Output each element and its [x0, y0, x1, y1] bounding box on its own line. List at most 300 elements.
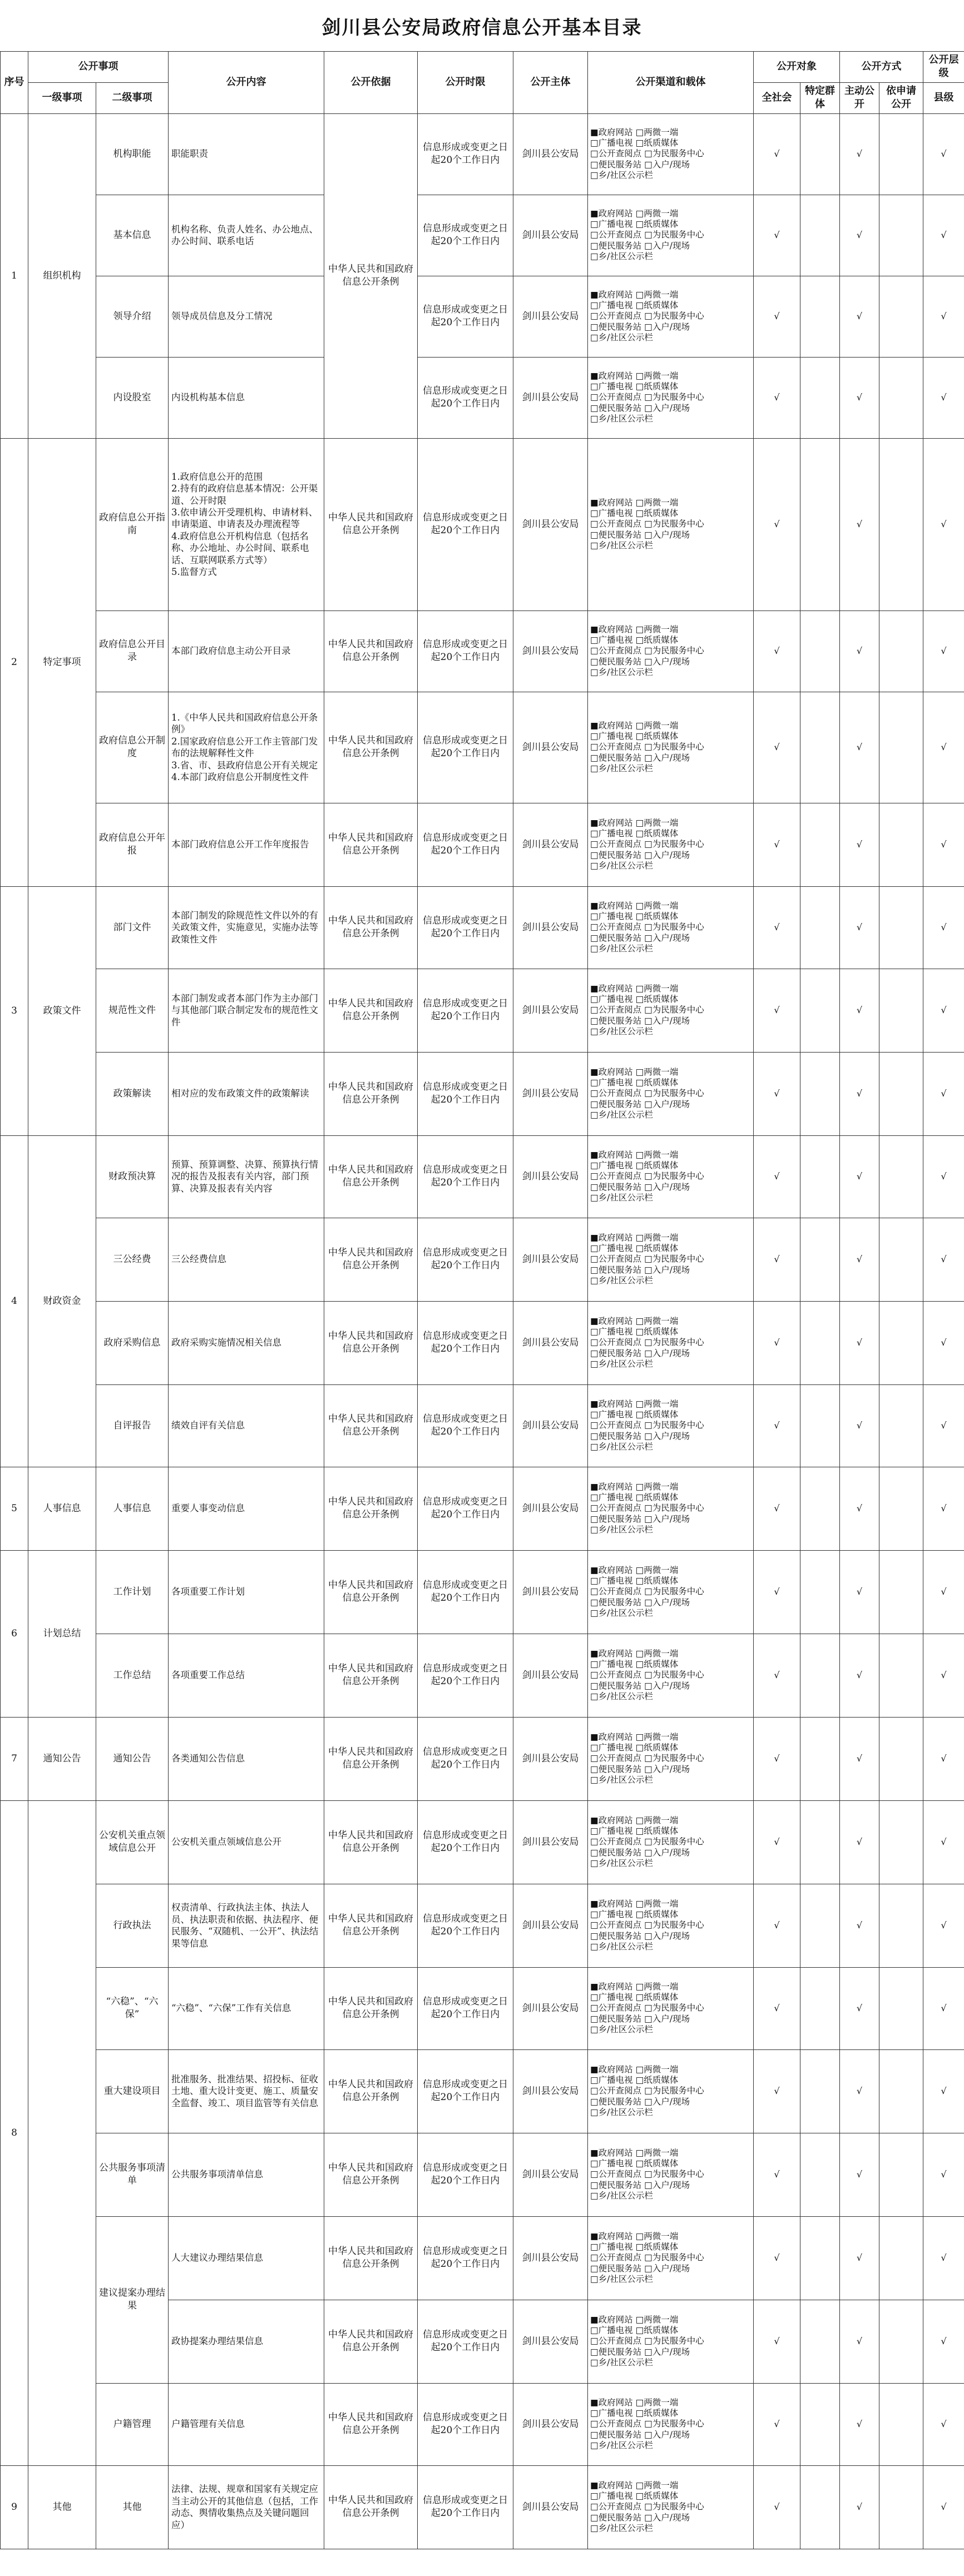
row-level1: [28, 1800, 96, 2465]
mark-method-request: [879, 1384, 923, 1467]
mark-method-active: √: [840, 1052, 879, 1135]
header-method-request: 依申请公开: [879, 82, 923, 113]
row-basis: 中华人民共和国政府信息公开条例: [324, 611, 418, 692]
row-content: 政协提案办理结果信息: [169, 2300, 324, 2383]
row-channel: ■政府网站 □两微一端 □广播电视 □纸质媒体 □公开查阅点 □为民服务中心 □便民服务站 □入户/现场 □乡/社区公示栏: [588, 113, 754, 195]
mark-method-active: √: [840, 886, 879, 969]
mark-target-all: √: [754, 1135, 800, 1218]
row-level2: 人事信息: [96, 1467, 169, 1550]
mark-method-active: √: [840, 1467, 879, 1550]
mark-level-county: √: [923, 1634, 964, 1717]
mark-target-specific: [800, 2049, 840, 2133]
row-channel: ■政府网站 □两微一端 □广播电视 □纸质媒体 □公开查阅点 □为民服务中心 □便民服务站 □入户/现场 □乡/社区公示栏: [588, 1384, 754, 1467]
row-basis: 中华人民共和国政府信息公开条例: [324, 692, 418, 803]
row-content: 内设机构基本信息: [169, 357, 324, 438]
mark-method-request: [879, 1301, 923, 1384]
mark-level-county: √: [923, 2216, 964, 2300]
row-seq: 3: [1, 886, 28, 1135]
table-row: [1, 276, 964, 357]
header-target: 公开对象: [754, 52, 840, 83]
row-subject: 剑川县公安局: [513, 1800, 588, 1884]
mark-method-active: √: [840, 2049, 879, 2133]
mark-target-specific: [800, 2465, 840, 2549]
row-subject: 剑川县公安局: [513, 195, 588, 276]
row-basis: 中华人民共和国政府信息公开条例: [324, 2133, 418, 2216]
row-time: 信息形成或变更之日起20个工作日内: [418, 1052, 513, 1135]
table-row: [1, 2049, 964, 2133]
row-content: 政府采购实施情况相关信息: [169, 1301, 324, 1384]
mark-target-all: √: [754, 195, 800, 276]
mark-target-specific: [800, 969, 840, 1052]
mark-method-active: √: [840, 1800, 879, 1884]
row-basis: 中华人民共和国政府信息公开条例: [324, 2300, 418, 2383]
mark-method-active: √: [840, 2300, 879, 2383]
row-level2: 领导介绍: [96, 276, 169, 357]
row-basis: 中华人民共和国政府信息公开条例: [324, 1301, 418, 1384]
row-content: 预算、预算调整、决算、预算执行情况的报告及报表有关内容，部门预算、决算及报表有关内容: [169, 1135, 324, 1218]
row-basis: 中华人民共和国政府信息公开条例: [324, 2383, 418, 2465]
row-level2: 政府信息公开年报: [96, 803, 169, 886]
mark-method-active: √: [840, 1717, 879, 1800]
row-time: 信息形成或变更之日起20个工作日内: [418, 357, 513, 438]
mark-target-all: √: [754, 276, 800, 357]
row-subject: 剑川县公安局: [513, 2383, 588, 2465]
mark-method-active: √: [840, 357, 879, 438]
row-time: 信息形成或变更之日起20个工作日内: [418, 1800, 513, 1884]
table-row: [1, 1550, 964, 1634]
row-subject: 剑川县公安局: [513, 1967, 588, 2049]
row-basis: 中华人民共和国政府信息公开条例: [324, 1800, 418, 1884]
row-level2: 规范性文件: [96, 969, 169, 1052]
row-basis: 中华人民共和国政府信息公开条例: [324, 1218, 418, 1301]
catalog-table: [0, 51, 964, 2549]
row-subject: 剑川县公安局: [513, 1218, 588, 1301]
header-content: 公开内容: [169, 52, 324, 114]
mark-target-all: √: [754, 1717, 800, 1800]
header-level1: 一级事项: [28, 82, 96, 113]
mark-method-request: [879, 2465, 923, 2549]
mark-method-active: √: [840, 195, 879, 276]
mark-target-specific: [800, 113, 840, 195]
row-channel: ■政府网站 □两微一端 □广播电视 □纸质媒体 □公开查阅点 □为民服务中心 □便民服务站 □入户/现场 □乡/社区公示栏: [588, 1717, 754, 1800]
row-channel: ■政府网站 □两微一端 □广播电视 □纸质媒体 □公开查阅点 □为民服务中心 □便民服务站 □入户/现场 □乡/社区公示栏: [588, 2049, 754, 2133]
table-row: [1, 1301, 964, 1384]
table-row: [1, 1634, 964, 1717]
row-basis: 中华人民共和国政府信息公开条例: [324, 1384, 418, 1467]
table-row: [1, 2465, 964, 2549]
mark-method-active: √: [840, 2383, 879, 2465]
row-level2: 部门文件: [96, 886, 169, 969]
mark-method-request: [879, 2383, 923, 2465]
row-channel: ■政府网站 □两微一端 □广播电视 □纸质媒体 □公开查阅点 □为民服务中心 □便民服务站 □入户/现场 □乡/社区公示栏: [588, 1967, 754, 2049]
row-time: 信息形成或变更之日起20个工作日内: [418, 886, 513, 969]
row-content: 人大建议办理结果信息: [169, 2216, 324, 2300]
row-level1: 通知公告: [28, 1717, 96, 1800]
mark-level-county: √: [923, 1052, 964, 1135]
mark-level-county: √: [923, 1135, 964, 1218]
mark-target-specific: [800, 276, 840, 357]
table-body: [1, 113, 964, 2549]
table-row: [1, 2216, 964, 2300]
row-channel: ■政府网站 □两微一端 □广播电视 □纸质媒体 □公开查阅点 □为民服务中心 □便民服务站 □入户/现场 □乡/社区公示栏: [588, 357, 754, 438]
row-content: 绩效自评有关信息: [169, 1384, 324, 1467]
row-channel: ■政府网站 □两微一端 □广播电视 □纸质媒体 □公开查阅点 □为民服务中心 □便民服务站 □入户/现场 □乡/社区公示栏: [588, 1052, 754, 1135]
row-channel: ■政府网站 □两微一端 □广播电视 □纸质媒体 □公开查阅点 □为民服务中心 □便民服务站 □入户/现场 □乡/社区公示栏: [588, 2133, 754, 2216]
row-time: 信息形成或变更之日起20个工作日内: [418, 1884, 513, 1967]
table-row: [1, 692, 964, 803]
mark-target-specific: [800, 2133, 840, 2216]
row-subject: 剑川县公安局: [513, 1052, 588, 1135]
row-level2: 政府信息公开指南: [96, 438, 169, 611]
mark-target-all: √: [754, 611, 800, 692]
row-subject: 剑川县公安局: [513, 2133, 588, 2216]
row-level2: 三公经费: [96, 1218, 169, 1301]
mark-method-active: √: [840, 438, 879, 611]
table-row: [1, 1135, 964, 1218]
mark-method-request: [879, 1135, 923, 1218]
mark-level-county: √: [923, 1800, 964, 1884]
mark-method-request: [879, 2300, 923, 2383]
mark-target-all: √: [754, 2465, 800, 2549]
row-time: 信息形成或变更之日起20个工作日内: [418, 1634, 513, 1717]
row-level2: 自评报告: [96, 1384, 169, 1467]
mark-method-request: [879, 1800, 923, 1884]
row-channel: ■政府网站 □两微一端 □广播电视 □纸质媒体 □公开查阅点 □为民服务中心 □便民服务站 □入户/现场 □乡/社区公示栏: [588, 195, 754, 276]
mark-method-active: √: [840, 969, 879, 1052]
row-subject: 剑川县公安局: [513, 1884, 588, 1967]
mark-method-request: [879, 195, 923, 276]
row-time: 信息形成或变更之日起20个工作日内: [418, 611, 513, 692]
mark-method-active: √: [840, 2216, 879, 2300]
table-row: [1, 1717, 964, 1800]
mark-target-specific: [800, 1384, 840, 1467]
row-time: 信息形成或变更之日起20个工作日内: [418, 969, 513, 1052]
row-channel: ■政府网站 □两微一端 □广播电视 □纸质媒体 □公开查阅点 □为民服务中心 □便民服务站 □入户/现场 □乡/社区公示栏: [588, 1135, 754, 1218]
header-time: 公开时限: [418, 52, 513, 114]
row-content: 权责清单、行政执法主体、执法人员、执法职责和依据、执法程序、便民服务、“双随机、一公开”、执法结果等信息: [169, 1884, 324, 1967]
mark-method-request: [879, 2216, 923, 2300]
table-row: [1, 1800, 964, 1884]
row-basis: 中华人民共和国政府信息公开条例: [324, 1634, 418, 1717]
row-basis: 中华人民共和国政府信息公开条例: [324, 1135, 418, 1218]
row-basis: 中华人民共和国政府信息公开条例: [324, 113, 418, 438]
row-level2: 政策解读: [96, 1052, 169, 1135]
mark-level-county: √: [923, 2133, 964, 2216]
table-row: [1, 1052, 964, 1135]
mark-method-request: [879, 886, 923, 969]
row-level2: 内设股室: [96, 357, 169, 438]
mark-method-request: [879, 1550, 923, 1634]
row-time: 信息形成或变更之日起20个工作日内: [418, 1550, 513, 1634]
row-level2: 行政执法: [96, 1884, 169, 1967]
mark-target-all: √: [754, 803, 800, 886]
row-time: 信息形成或变更之日起20个工作日内: [418, 1218, 513, 1301]
mark-level-county: √: [923, 886, 964, 969]
mark-method-active: √: [840, 276, 879, 357]
row-level2: 公共服务事项清单: [96, 2133, 169, 2216]
mark-target-specific: [800, 1717, 840, 1800]
row-subject: 剑川县公安局: [513, 1384, 588, 1467]
row-channel: ■政府网站 □两微一端 □广播电视 □纸质媒体 □公开查阅点 □为民服务中心 □便民服务站 □入户/现场 □乡/社区公示栏: [588, 2300, 754, 2383]
row-basis: 中华人民共和国政府信息公开条例: [324, 1052, 418, 1135]
mark-method-request: [879, 1884, 923, 1967]
row-content: 批准服务、批准结果、招投标、征收土地、重大设计变更、施工、质量安全监督、竣工、项目监管等有关信息: [169, 2049, 324, 2133]
mark-method-active: √: [840, 803, 879, 886]
row-time: 信息形成或变更之日起20个工作日内: [418, 2465, 513, 2549]
row-channel: ■政府网站 □两微一端 □广播电视 □纸质媒体 □公开查阅点 □为民服务中心 □便民服务站 □入户/现场 □乡/社区公示栏: [588, 2383, 754, 2465]
mark-target-all: √: [754, 2133, 800, 2216]
mark-method-active: √: [840, 1884, 879, 1967]
row-subject: 剑川县公安局: [513, 2216, 588, 2300]
mark-method-request: [879, 969, 923, 1052]
mark-target-all: √: [754, 692, 800, 803]
row-level2: 政府信息公开目录: [96, 611, 169, 692]
row-level1: 其他: [28, 2465, 96, 2549]
row-level2: 政府采购信息: [96, 1301, 169, 1384]
row-subject: 剑川县公安局: [513, 113, 588, 195]
mark-level-county: √: [923, 2049, 964, 2133]
row-content: 1.政府信息公开的范围 2.持有的政府信息基本情况：公开渠道、公开时限 3.依申请公开受理机构、申请材料、申请渠道、申请表及办理流程等 4.政府信息公开机构信息（包括名称、办公地址、办公时间、联系电话、互联网联系方式等） 5.监督方式: [169, 438, 324, 611]
row-channel: ■政府网站 □两微一端 □广播电视 □纸质媒体 □公开查阅点 □为民服务中心 □便民服务站 □入户/现场 □乡/社区公示栏: [588, 1467, 754, 1550]
row-channel: ■政府网站 □两微一端 □广播电视 □纸质媒体 □公开查阅点 □为民服务中心 □便民服务站 □入户/现场 □乡/社区公示栏: [588, 692, 754, 803]
table-row: [1, 1384, 964, 1467]
header-level2: 二级事项: [96, 82, 169, 113]
row-subject: 剑川县公安局: [513, 2300, 588, 2383]
mark-target-all: √: [754, 113, 800, 195]
mark-target-specific: [800, 1884, 840, 1967]
row-basis: 中华人民共和国政府信息公开条例: [324, 1884, 418, 1967]
mark-target-specific: [800, 357, 840, 438]
row-basis: 中华人民共和国政府信息公开条例: [324, 803, 418, 886]
mark-target-all: √: [754, 438, 800, 611]
mark-target-specific: [800, 1218, 840, 1301]
row-time: 信息形成或变更之日起20个工作日内: [418, 2049, 513, 2133]
row-time: 信息形成或变更之日起20个工作日内: [418, 113, 513, 195]
mark-target-specific: [800, 2300, 840, 2383]
row-level1: 特定事项: [28, 438, 96, 886]
mark-method-active: √: [840, 1634, 879, 1717]
mark-level-county: √: [923, 1884, 964, 1967]
row-basis: 中华人民共和国政府信息公开条例: [324, 2216, 418, 2300]
row-channel: ■政府网站 □两微一端 □广播电视 □纸质媒体 □公开查阅点 □为民服务中心 □便民服务站 □入户/现场 □乡/社区公示栏: [588, 1800, 754, 1884]
row-channel: ■政府网站 □两微一端 □广播电视 □纸质媒体 □公开查阅点 □为民服务中心 □便民服务站 □入户/现场 □乡/社区公示栏: [588, 1301, 754, 1384]
row-content: 本部门政府信息公开工作年度报告: [169, 803, 324, 886]
mark-target-all: √: [754, 1800, 800, 1884]
mark-level-county: √: [923, 692, 964, 803]
mark-method-active: √: [840, 1218, 879, 1301]
row-level1: 财政资金: [28, 1135, 96, 1467]
row-subject: 剑川县公安局: [513, 1717, 588, 1800]
row-time: 信息形成或变更之日起20个工作日内: [418, 803, 513, 886]
row-content: 本部门政府信息主动公开目录: [169, 611, 324, 692]
row-subject: 剑川县公安局: [513, 2465, 588, 2549]
row-seq: 8: [1, 1800, 28, 2465]
mark-target-specific: [800, 1800, 840, 1884]
row-channel: ■政府网站 □两微一端 □广播电视 □纸质媒体 □公开查阅点 □为民服务中心 □便民服务站 □入户/现场 □乡/社区公示栏: [588, 1884, 754, 1967]
row-content: 本部门制发或者本部门作为主办部门与其他部门联合制定发布的规范性文件: [169, 969, 324, 1052]
row-time: 信息形成或变更之日起20个工作日内: [418, 2133, 513, 2216]
mark-level-county: √: [923, 1218, 964, 1301]
mark-target-all: √: [754, 1218, 800, 1301]
mark-method-active: √: [840, 1384, 879, 1467]
mark-target-specific: [800, 1967, 840, 2049]
table-row: [1, 2133, 964, 2216]
header-method-active: 主动公开: [840, 82, 879, 113]
row-time: 信息形成或变更之日起20个工作日内: [418, 1384, 513, 1467]
mark-target-all: √: [754, 2383, 800, 2465]
row-content: 职能职责: [169, 113, 324, 195]
table-row: [1, 1884, 964, 1967]
row-level2: 其他: [96, 2465, 169, 2549]
row-content: 1.《中华人民共和国政府信息公开条例》 2.国家政府信息公开工作主管部门发布的法规解释性文件 3.省、市、县政府信息公开有关规定 4.本部门政府信息公开制度性文件: [169, 692, 324, 803]
row-basis: 中华人民共和国政府信息公开条例: [324, 438, 418, 611]
row-content: 法律、法规、规章和国家有关规定应当主动公开的其他信息（包括，工作动态、舆情收集热点及关键问题回应）: [169, 2465, 324, 2549]
row-time: 信息形成或变更之日起20个工作日内: [418, 1135, 513, 1218]
mark-level-county: √: [923, 1301, 964, 1384]
mark-target-specific: [800, 1634, 840, 1717]
mark-target-all: √: [754, 1967, 800, 2049]
row-channel: ■政府网站 □两微一端 □广播电视 □纸质媒体 □公开查阅点 □为民服务中心 □便民服务站 □入户/现场 □乡/社区公示栏: [588, 2216, 754, 2300]
row-time: 信息形成或变更之日起20个工作日内: [418, 276, 513, 357]
row-seq: 7: [1, 1717, 28, 1800]
mark-target-specific: [800, 2383, 840, 2465]
row-content: 重要人事变动信息: [169, 1467, 324, 1550]
row-seq: 9: [1, 2465, 28, 2549]
mark-level-county: √: [923, 195, 964, 276]
row-basis: 中华人民共和国政府信息公开条例: [324, 1467, 418, 1550]
mark-method-active: √: [840, 2465, 879, 2549]
header-level: 公开层级: [923, 52, 964, 83]
mark-level-county: √: [923, 1967, 964, 2049]
row-subject: 剑川县公安局: [513, 1135, 588, 1218]
table-row: [1, 969, 964, 1052]
mark-method-request: [879, 2049, 923, 2133]
mark-target-all: √: [754, 1884, 800, 1967]
mark-level-county: √: [923, 2383, 964, 2465]
row-level2: 通知公告: [96, 1717, 169, 1800]
row-channel: ■政府网站 □两微一端 □广播电视 □纸质媒体 □公开查阅点 □为民服务中心 □便民服务站 □入户/现场 □乡/社区公示栏: [588, 886, 754, 969]
mark-level-county: √: [923, 1384, 964, 1467]
table-row: [1, 113, 964, 195]
mark-level-county: √: [923, 2465, 964, 2549]
header-level-county: 县级: [923, 82, 964, 113]
mark-level-county: √: [923, 1550, 964, 1634]
mark-target-all: √: [754, 2300, 800, 2383]
row-subject: 剑川县公安局: [513, 357, 588, 438]
mark-target-specific: [800, 438, 840, 611]
row-content: 各项重要工作总结: [169, 1634, 324, 1717]
row-channel: ■政府网站 □两微一端 □广播电视 □纸质媒体 □公开查阅点 □为民服务中心 □便民服务站 □入户/现场 □乡/社区公示栏: [588, 438, 754, 611]
row-time: 信息形成或变更之日起20个工作日内: [418, 1717, 513, 1800]
row-level2: 机构职能: [96, 113, 169, 195]
row-time: 信息形成或变更之日起20个工作日内: [418, 195, 513, 276]
mark-target-all: √: [754, 2216, 800, 2300]
mark-method-request: [879, 803, 923, 886]
row-level2: 重大建设项目: [96, 2049, 169, 2133]
mark-target-specific: [800, 1301, 840, 1384]
row-level2: 工作计划: [96, 1550, 169, 1634]
row-seq: 5: [1, 1467, 28, 1550]
row-content: 相对应的发布政策文件的政策解读: [169, 1052, 324, 1135]
table-row: [1, 195, 964, 276]
header-method: 公开方式: [840, 52, 923, 83]
row-subject: 剑川县公安局: [513, 692, 588, 803]
row-time: 信息形成或变更之日起20个工作日内: [418, 1467, 513, 1550]
mark-method-active: √: [840, 1301, 879, 1384]
row-level2: 财政预决算: [96, 1135, 169, 1218]
mark-method-active: √: [840, 1135, 879, 1218]
row-level1: 计划总结: [28, 1550, 96, 1717]
header-target-all: 全社会: [754, 82, 800, 113]
row-subject: 剑川县公安局: [513, 611, 588, 692]
mark-method-request: [879, 357, 923, 438]
row-content: 本部门制发的除规范性文件以外的有关政策文件，实施意见，实施办法等政策性文件: [169, 886, 324, 969]
row-level2: 建议提案办理结果: [96, 2216, 169, 2383]
row-channel: ■政府网站 □两微一端 □广播电视 □纸质媒体 □公开查阅点 □为民服务中心 □便民服务站 □入户/现场 □乡/社区公示栏: [588, 969, 754, 1052]
mark-method-request: [879, 1052, 923, 1135]
mark-target-specific: [800, 1052, 840, 1135]
mark-level-county: √: [923, 2300, 964, 2383]
mark-level-county: √: [923, 803, 964, 886]
row-content: “六稳”、“六保”工作有关信息: [169, 1967, 324, 2049]
row-seq: 6: [1, 1550, 28, 1717]
mark-target-all: √: [754, 2049, 800, 2133]
mark-target-specific: [800, 1467, 840, 1550]
mark-target-specific: [800, 1135, 840, 1218]
table-row: [1, 357, 964, 438]
mark-target-all: √: [754, 969, 800, 1052]
row-channel: ■政府网站 □两微一端 □广播电视 □纸质媒体 □公开查阅点 □为民服务中心 □便民服务站 □入户/现场 □乡/社区公示栏: [588, 803, 754, 886]
row-time: 信息形成或变更之日起20个工作日内: [418, 1301, 513, 1384]
mark-target-all: √: [754, 1550, 800, 1634]
row-content: 领导成员信息及分工情况: [169, 276, 324, 357]
row-content: 户籍管理有关信息: [169, 2383, 324, 2465]
row-channel: ■政府网站 □两微一端 □广播电视 □纸质媒体 □公开查阅点 □为民服务中心 □便民服务站 □入户/现场 □乡/社区公示栏: [588, 1634, 754, 1717]
table-header: [1, 52, 964, 114]
row-basis: 中华人民共和国政府信息公开条例: [324, 2049, 418, 2133]
row-basis: 中华人民共和国政府信息公开条例: [324, 1550, 418, 1634]
table-row: [1, 2383, 964, 2465]
mark-level-county: √: [923, 1717, 964, 1800]
row-content: 机构名称、负责人姓名、办公地点、办公时间、联系电话: [169, 195, 324, 276]
table-row: [1, 886, 964, 969]
row-time: 信息形成或变更之日起20个工作日内: [418, 2300, 513, 2383]
header-matter: 公开事项: [28, 52, 169, 83]
row-basis: 中华人民共和国政府信息公开条例: [324, 2465, 418, 2549]
row-seq: 1: [1, 113, 28, 438]
mark-method-request: [879, 1467, 923, 1550]
header-subject: 公开主体: [513, 52, 588, 114]
header-channel: 公开渠道和载体: [588, 52, 754, 114]
row-subject: 剑川县公安局: [513, 969, 588, 1052]
mark-method-request: [879, 1967, 923, 2049]
row-level1: 组织机构: [28, 113, 96, 438]
mark-target-all: √: [754, 1384, 800, 1467]
row-subject: 剑川县公安局: [513, 886, 588, 969]
row-subject: 剑川县公安局: [513, 1467, 588, 1550]
row-subject: 剑川县公安局: [513, 438, 588, 611]
mark-method-active: √: [840, 2133, 879, 2216]
row-basis: 中华人民共和国政府信息公开条例: [324, 969, 418, 1052]
mark-target-all: √: [754, 1467, 800, 1550]
table-row: [1, 803, 964, 886]
mark-target-all: √: [754, 1634, 800, 1717]
mark-method-request: [879, 1218, 923, 1301]
mark-method-request: [879, 692, 923, 803]
row-level1: 政策文件: [28, 886, 96, 1135]
mark-level-county: √: [923, 438, 964, 611]
mark-target-specific: [800, 2216, 840, 2300]
